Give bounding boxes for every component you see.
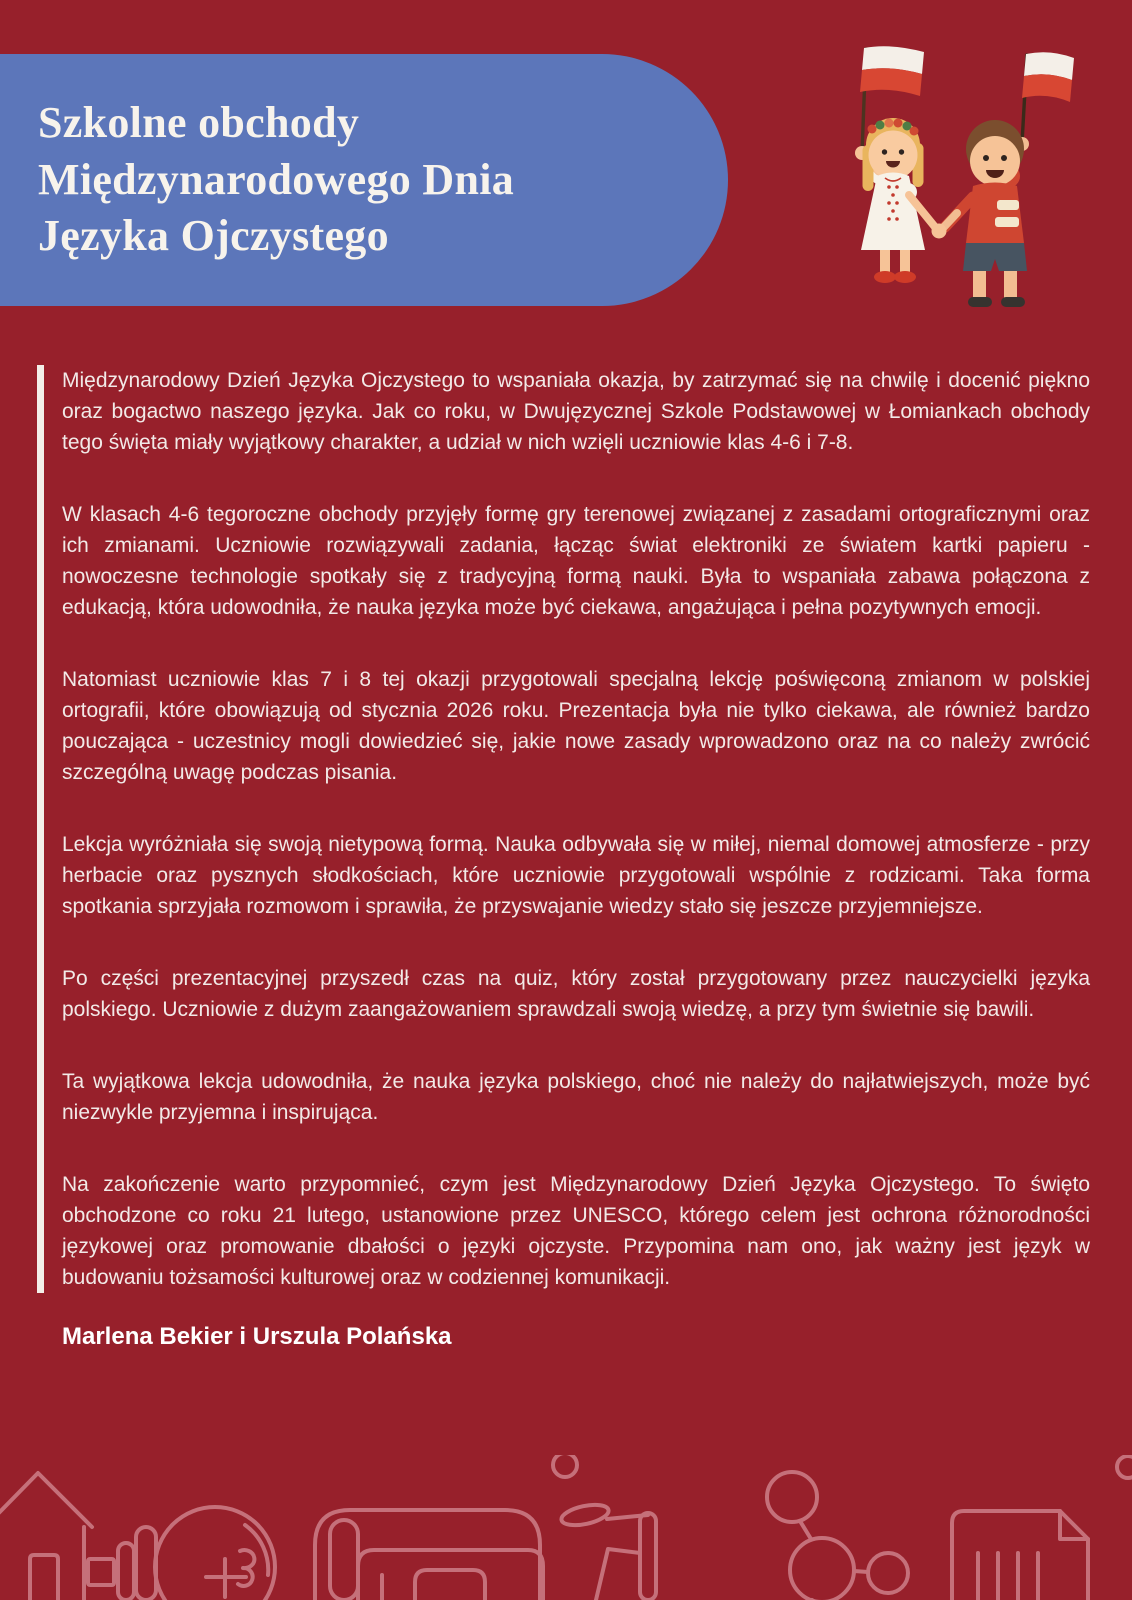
paragraph-4: Lekcja wyróżniała się swoją nietypową formą. Nauka odbywała się w miłej, niemal domowej atmosferze - przy herbacie oraz pysznych słodkościach, które uczniowie przygotowali wspólnie z rodzicami. Taka forma spotkania sprzyjała rozmowom i sprawiła, że przyswajanie wiedzy stało się jeszcze przyjemniejsze. [62,833,1090,918]
paragraph-5: Po części prezentacyjnej przyszedł czas na quiz, który został przygotowany przez nauczycielki języka polskiego. Uczniowie z dużym zaangażowaniem sprawdzali swoją wiedzę, a przy tym świetnie się bawili. [62,967,1090,1021]
page-title [0,95,514,265]
footer-doodles [0,1455,1132,1600]
globe-pencil-icon [118,1507,275,1600]
polish-flag-icon [1022,52,1074,143]
page-title-line-2: Międzynarodowego Dnia [38,154,515,204]
backpack-icon [315,1510,543,1600]
children-with-flags-illustration [845,45,1075,325]
paragraph-7: Na zakończenie warto przypomnieć, czym jest Międzynarodowy Dzień Języka Ojczystego. To święto obchodzone co roku 21 lutego, ustanowione przez UNESCO, którego celem jest ochrona różnorodności językowej oraz promowanie dbałości o języki ojczyste. Przypomina nam ono, jak ważny jest język w budowaniu tożsamości kulturowej oraz w codziennej komunikacji. [62,1173,1090,1289]
molecule-icon [767,1472,908,1600]
easel-icon [560,1501,656,1600]
paragraph-1: Międzynarodowy Dzień Języka Ojczystego to wspaniała okazja, by zatrzymać się na chwilę i docenić piękno oraz bogactwo naszego języka. Jak co roku, w Dwujęzycznej Szkole Podstawowej w Łomiankach obchody tego święta miały wyjątkowy charakter, a udział w nich wzięli uczniowie klas 4-6 i 7-8. [62,369,1090,454]
school-building-icon [0,1473,114,1600]
certificate-icon [952,1511,1088,1600]
article-body [37,365,1090,1293]
authors-byline: Marlena Bekier i Urszula Polańska [62,1323,452,1350]
paragraph-6: Ta wyjątkowa lekcja udowodniła, że nauka języka polskiego, choć nie należy do najłatwiejszych, może być niezwykle przyjemna i inspirująca. [62,1070,1090,1124]
title-banner [0,54,728,306]
girl-figure [855,46,935,283]
article [37,365,1090,1351]
page-title-line-3: Języka Ojczystego [38,211,389,261]
paragraph-2: W klasach 4-6 tegoroczne obchody przyjęły formę gry terenowej związanej z zasadami ortograficznymi oraz ich zmianami. Uczniowie rozwiązywali zadania, łącząc świat elektroniki ze światem kartki papieru - nowoczesne technologie spotkały się z tradycyjną formą nauki. Była to wspaniała zabawa połączona z edukacją, która udowodniła, że nauka języka może być ciekawa, angażująca i pełna pozytywnych emocji. [62,503,1090,619]
page-title-line-1: Szkolne obchody [38,97,360,147]
paragraph-3: Natomiast uczniowie klas 7 i 8 tej okazji przygotowali specjalną lekcję poświęconą zmianom w polskiej ortografii, które obowiązują od stycznia 2026 roku. Prezentacja była nie tylko ciekawa, ale również bardzo pouczająca - uczestnicy mogli dowiedzieć się, jakie nowe zasady wprowadzono oraz na co należy zwrócić szczególną uwagę podczas pisania. [62,668,1090,784]
boy-figure [932,52,1075,307]
